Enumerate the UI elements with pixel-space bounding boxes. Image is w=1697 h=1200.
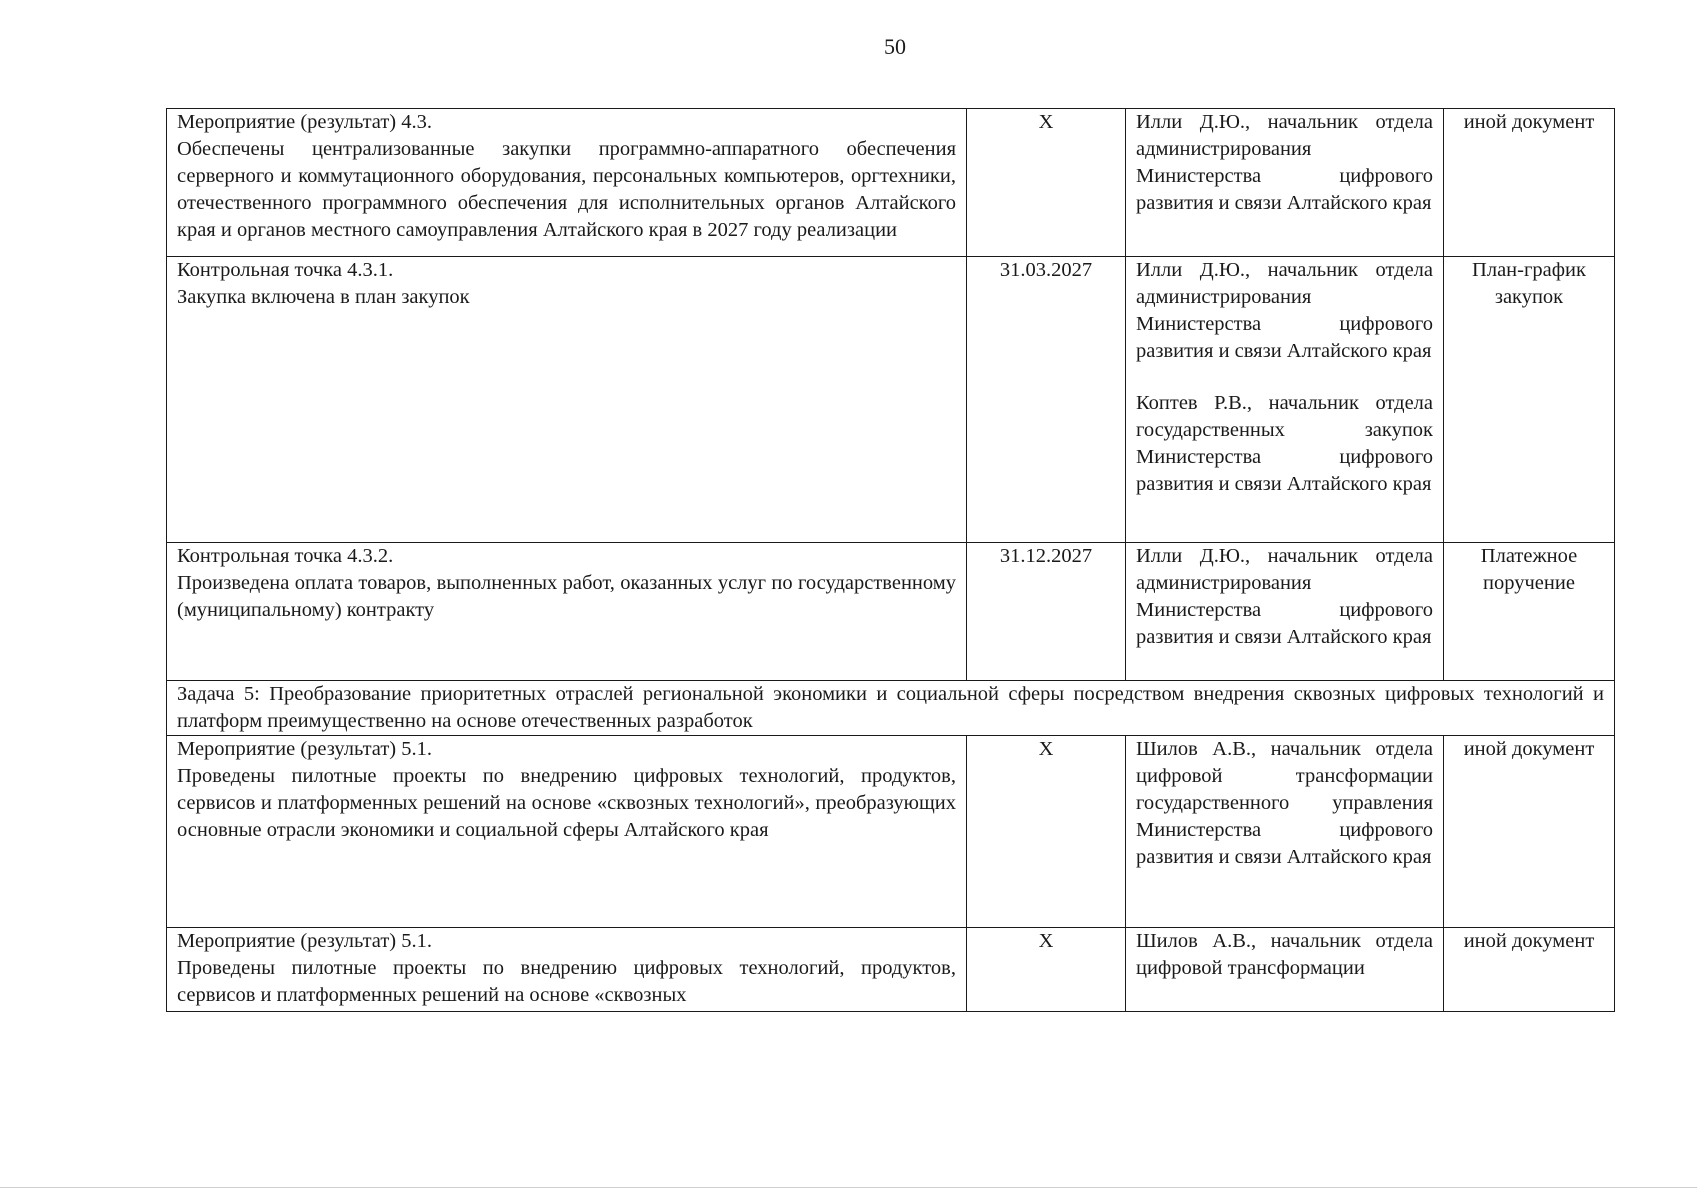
- responsible-person: Илли Д.Ю., начальник отдела администрирования Министерства цифрового развития и связи Алтайского края: [1136, 111, 1433, 214]
- activity-table: [166, 108, 1615, 1012]
- responsible-person: Коптев Р.В., начальник отдела государственных закупок Министерства цифрового развития и связи Алтайского края: [1136, 392, 1433, 495]
- date-cell: Х: [967, 736, 1126, 928]
- table-row: [167, 109, 1615, 257]
- activity-cell: [167, 257, 967, 543]
- activity-title: Мероприятие (результат) 5.1.: [177, 738, 433, 760]
- responsible-cell: [1126, 109, 1444, 257]
- checkpoint-text: Закупка включена в план закупок: [177, 286, 470, 308]
- document-cell: иной документ: [1444, 736, 1615, 928]
- checkpoint-text: Произведена оплата товаров, выполненных работ, оказанных услуг по государственному (муниципальному) контракту: [177, 572, 956, 621]
- date-cell: 31.03.2027: [967, 257, 1126, 543]
- task-heading: Задача 5: Преобразование приоритетных отраслей региональной экономики и социальной сферы посредством внедрения сквозных цифровых технологий и платформ преимущественно на основе отечественных разработок: [167, 681, 1615, 736]
- responsible-cell: [1126, 543, 1444, 681]
- checkpoint-title: Контрольная точка 4.3.2.: [177, 545, 394, 567]
- checkpoint-title: Контрольная точка 4.3.1.: [177, 259, 394, 281]
- responsible-cell: [1126, 257, 1444, 543]
- table-row: [167, 257, 1615, 543]
- activity-cell: [167, 928, 967, 1012]
- document-cell: иной документ: [1444, 109, 1615, 257]
- document-cell: План-график закупок: [1444, 257, 1615, 543]
- activity-cell: [167, 109, 967, 257]
- responsible-cell: Шилов А.В., начальник отдела цифровой трансформации: [1126, 928, 1444, 1012]
- table-row: [167, 736, 1615, 928]
- activity-text: Проведены пилотные проекты по внедрению цифровых технологий, продуктов, сервисов и платформенных решений на основе «сквозных: [177, 957, 956, 1006]
- date-cell: Х: [967, 109, 1126, 257]
- date-cell: Х: [967, 928, 1126, 1012]
- responsible-person: Илли Д.Ю., начальник отдела администрирования Министерства цифрового развития и связи Алтайского края: [1136, 545, 1433, 648]
- page-number: 50: [884, 34, 906, 59]
- document-cell: иной документ: [1444, 928, 1615, 1012]
- responsible-person: Илли Д.Ю., начальник отдела администрирования Министерства цифрового развития и связи Алтайского края: [1136, 259, 1433, 362]
- activity-title: Мероприятие (результат) 5.1.: [177, 930, 433, 952]
- activity-title: Мероприятие (результат) 4.3.: [177, 111, 433, 133]
- responsible-cell: Шилов А.В., начальник отдела цифровой трансформации государственного управления Министерства цифрового развития и связи Алтайского края: [1126, 736, 1444, 928]
- activity-text: Проведены пилотные проекты по внедрению цифровых технологий, продуктов, сервисов и платформенных решений на основе «сквозных технологий», преобразующих основные отрасли экономики и социальной сферы Алтайского края: [177, 765, 956, 841]
- activity-cell: [167, 736, 967, 928]
- document-cell: Платежное поручение: [1444, 543, 1615, 681]
- activity-cell: [167, 543, 967, 681]
- scan-edge-line: [0, 1187, 1697, 1188]
- task-row: [167, 681, 1615, 736]
- date-cell: 31.12.2027: [967, 543, 1126, 681]
- activity-text: Обеспечены централизованные закупки программно-аппаратного обеспечения серверного и коммутационного оборудования, персональных компьютеров, оргтехники, отечественного программного обеспечения для исполнительных органов Алтайского края и органов местного самоуправления Алтайского края в 2027 году реализации: [177, 138, 956, 241]
- table-row: [167, 543, 1615, 681]
- table-row: [167, 928, 1615, 1012]
